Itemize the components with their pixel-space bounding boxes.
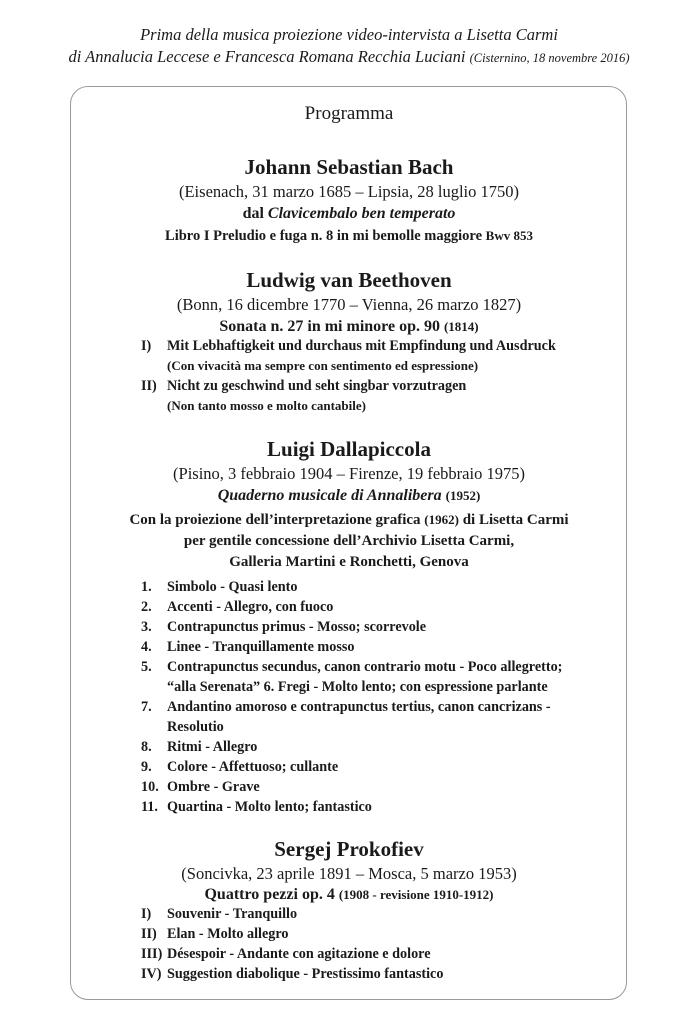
bach-work-line2 (0, 228, 698, 245)
item-text: Ombre - Grave (167, 779, 260, 795)
prokofiev-movement-title: Désespoir - Andante con agitazione e dolore (167, 946, 431, 962)
beethoven-name: Ludwig van Beethoven (246, 268, 452, 292)
prokofiev-movement-title: Souvenir - Tranquillo (167, 906, 298, 922)
beethoven-dates: (Bonn, 16 dicembre 1770 – Vienna, 26 marzo 1827) (176, 295, 522, 314)
projection-year: (1962) (424, 512, 459, 527)
bach-name: Johann Sebastian Bach (244, 155, 454, 179)
prokofiev-work-title: Quattro pezzi op. 4 (204, 886, 335, 903)
item-number: 7. (141, 699, 152, 715)
item-text: Quartina - Molto lento; fantastico (167, 799, 372, 815)
projection-text-a: Con la proiezione dell’interpretazione grafica (129, 512, 421, 528)
dallapiccola-work (0, 487, 698, 505)
header-line-1: Prima della musica proiezione video-intervista a Lisetta Carmi (140, 25, 558, 44)
prokofiev-name: Sergej Prokofiev (274, 837, 424, 861)
item-text-continued: “alla Serenata” 6. Fregi - Molto lento; con espressione parlante (167, 679, 548, 695)
projection-line-2: per gentile concessione dell’Archivio Lisetta Carmi, (183, 533, 515, 549)
item-text: Ritmi - Allegro (167, 739, 258, 755)
header-authors: di Annalucia Leccese e Francesca Romana Recchia Luciani (68, 47, 466, 66)
prokofiev-movement-title: Elan - Molto allegro (167, 926, 289, 942)
item-text: Simbolo - Quasi lento (167, 579, 298, 595)
bach-dates: (Eisenach, 31 marzo 1685 – Lipsia, 28 luglio 1750) (178, 182, 519, 201)
dallapiccola-work-year: (1952) (445, 488, 481, 503)
beethoven-movement-title: Nicht zu geschwind und seht singbar vorzutragen (167, 378, 467, 394)
prokofiev-movement-num: II) (141, 926, 157, 942)
projection-line-1 (0, 512, 698, 529)
beethoven-work-title: Sonata n. 27 in mi minore op. 90 (219, 318, 440, 335)
beethoven-work (0, 318, 698, 336)
item-text-continued: Resolutio (167, 719, 224, 735)
item-text: Colore - Affettuoso; cullante (167, 759, 339, 775)
item-number: 1. (141, 579, 152, 595)
item-text: Linee - Tranquillamente mosso (167, 639, 355, 655)
item-number: 9. (141, 759, 152, 775)
item-number: 3. (141, 619, 152, 635)
bach-catalogue: Bwv 853 (485, 228, 533, 243)
dallapiccola-work-title: Quaderno musicale di Annalibera (217, 487, 442, 504)
beethoven-movement-translation: (Con vivacità ma sempre con sentimento ed espressione) (167, 358, 479, 373)
prokofiev-work-year: (1908 - revisione 1910-1912) (338, 887, 494, 902)
bach-work-title: Clavicembalo ben temperato (267, 205, 456, 222)
prokofiev-work (0, 886, 698, 904)
dallapiccola-name: Luigi Dallapiccola (267, 437, 431, 461)
bach-work-prefix: dal (242, 205, 268, 222)
header-line-2 (0, 46, 698, 69)
header-event-info: (Cisternino, 18 novembre 2016) (469, 51, 630, 65)
prokofiev-movement-num: I) (141, 906, 152, 922)
beethoven-work-year: (1814) (443, 319, 479, 334)
item-text: Contrapunctus primus - Mosso; scorrevole (167, 619, 427, 635)
projection-line-3: Galleria Martini e Ronchetti, Genova (229, 554, 469, 570)
program-title: Programma (304, 103, 394, 124)
item-text: Accenti - Allegro, con fuoco (167, 599, 334, 615)
item-text: Andantino amoroso e contrapunctus tertius, canon cancrizans - (167, 699, 551, 715)
item-text: Contrapunctus secundus, canon contrario motu - Poco allegretto; (167, 659, 563, 675)
item-number: 8. (141, 739, 152, 755)
beethoven-movement-title: Mit Lebhaftigkeit und durchaus mit Empfindung und Ausdruck (167, 338, 556, 354)
prokofiev-movement-num: III) (141, 946, 163, 962)
beethoven-movement-num: II) (141, 378, 157, 394)
beethoven-movement-num: I) (141, 338, 152, 354)
prokofiev-movement-num: IV) (141, 966, 162, 982)
item-number: 11. (141, 799, 158, 815)
header (0, 24, 698, 69)
prokofiev-movement-title: Suggestion diabolique - Prestissimo fantastico (167, 966, 444, 982)
prokofiev-dates: (Soncivka, 23 aprile 1891 – Mosca, 5 marzo 1953) (181, 864, 517, 883)
item-number: 2. (141, 599, 152, 615)
item-number: 5. (141, 659, 152, 675)
projection-text-b: di Lisetta Carmi (462, 512, 569, 528)
bach-work-detail: Libro I Preludio e fuga n. 8 in mi bemolle maggiore (165, 228, 483, 244)
item-number: 4. (141, 639, 152, 655)
beethoven-movement-translation: (Non tanto mosso e molto cantabile) (167, 398, 366, 413)
dallapiccola-dates: (Pisino, 3 febbraio 1904 – Firenze, 19 febbraio 1975) (173, 464, 525, 483)
item-number: 10. (141, 779, 159, 795)
bach-work (0, 205, 698, 223)
